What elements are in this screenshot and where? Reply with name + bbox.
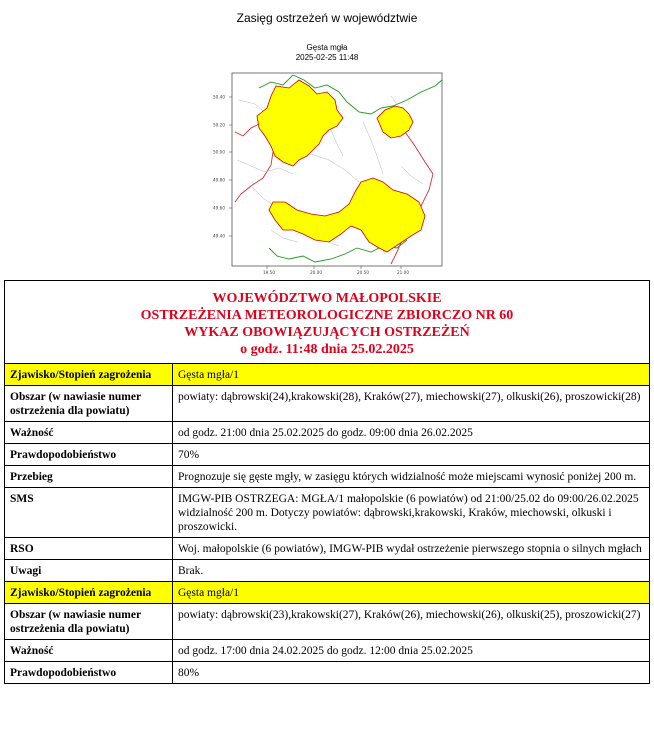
table-row bbox=[5, 488, 650, 538]
value-sms: IMGW-PIB OSTRZEGA: MGŁA/1 małopolskie (6 powiatów) od 21:00/25.02 do 09:00/26.02.2025 widzialność 200 m. Dotyczy powiatów: dąbrowski,krakowski, Kraków, miechowski, olkuski i proszowicki. bbox=[173, 488, 650, 538]
y-tick-label: 50.20 bbox=[213, 122, 225, 128]
x-tick-label: 19.50 bbox=[263, 270, 275, 275]
table-row bbox=[5, 560, 650, 582]
table-row bbox=[5, 364, 650, 386]
header-bulletin-number: OSTRZEŻENIA METEOROLOGICZNE ZBIORCZO NR 60 bbox=[140, 308, 514, 323]
value-probability: 70% bbox=[173, 444, 650, 466]
bulletin-header bbox=[4, 280, 650, 364]
label-rso: RSO bbox=[5, 538, 173, 560]
label-validity: Ważność bbox=[5, 640, 173, 662]
y-tick-label: 49.60 bbox=[213, 205, 225, 211]
label-remarks: Uwagi bbox=[5, 560, 173, 582]
map-title: Zasięg ostrzeżeń w województwie bbox=[236, 11, 418, 25]
value-probability: 80% bbox=[173, 662, 650, 684]
value-rso: Woj. małopolskie (6 powiatów), IMGW-PIB wydał ostrzeżenie pierwszego stopnia o silnych mgłach bbox=[173, 538, 650, 560]
table-row bbox=[5, 604, 650, 640]
value-course: Prognozuje się gęste mgły, w zasięgu których widzialność może miejscami wynosić poniżej 200 m. bbox=[173, 466, 650, 488]
value-validity: od godz. 21:00 dnia 25.02.2025 do godz. 09:00 dnia 26.02.2025 bbox=[173, 422, 650, 444]
label-area: Obszar (w nawiasie numer ostrzeżenia dla powiatu) bbox=[5, 604, 173, 640]
table-row bbox=[5, 582, 650, 604]
table-row bbox=[5, 422, 650, 444]
value-remarks: Brak. bbox=[173, 560, 650, 582]
value-phenomenon: Gęsta mgła/1 bbox=[173, 582, 650, 604]
table-row bbox=[5, 444, 650, 466]
label-sms: SMS bbox=[5, 488, 173, 538]
value-area: powiaty: dąbrowski(23),krakowski(27), Kraków(26), miechowski(26), olkuski(25), proszowicki(27) bbox=[173, 604, 650, 640]
y-tick-label: 50.00 bbox=[213, 149, 225, 155]
y-tick-label: 50.40 bbox=[213, 94, 225, 100]
label-validity: Ważność bbox=[5, 422, 173, 444]
table-row bbox=[5, 466, 650, 488]
label-area: Obszar (w nawiasie numer ostrzeżenia dla powiatu) bbox=[5, 386, 173, 422]
warnings-table bbox=[4, 363, 650, 684]
label-probability: Prawdopodobieństwo bbox=[5, 662, 173, 684]
y-tick-label: 49.40 bbox=[213, 233, 225, 239]
table-row bbox=[5, 640, 650, 662]
value-area: powiaty: dąbrowski(24),krakowski(28), Kraków(27), miechowski(27), olkuski(26), proszowicki(28) bbox=[173, 386, 650, 422]
x-tick-label: 20.50 bbox=[357, 270, 369, 275]
map-subtitle: Gęsta mgła bbox=[306, 43, 348, 52]
table-row bbox=[5, 538, 650, 560]
header-list-title: WYKAZ OBOWIĄZUJĄCYCH OSTRZEŻEŃ bbox=[184, 325, 470, 340]
y-tick-label: 49.80 bbox=[213, 177, 225, 183]
label-phenomenon: Zjawisko/Stopień zagrożenia bbox=[5, 364, 173, 386]
map-timestamp: 2025-02-25 11:48 bbox=[295, 53, 359, 62]
label-phenomenon: Zjawisko/Stopień zagrożenia bbox=[5, 582, 173, 604]
label-course: Przebieg bbox=[5, 466, 173, 488]
value-validity: od godz. 17:00 dnia 24.02.2025 do godz. 12:00 dnia 25.02.2025 bbox=[173, 640, 650, 662]
table-row bbox=[5, 386, 650, 422]
label-probability: Prawdopodobieństwo bbox=[5, 444, 173, 466]
header-issue-time: o godz. 11:48 dnia 25.02.2025 bbox=[240, 342, 414, 357]
x-tick-label: 21.00 bbox=[397, 270, 409, 275]
header-region: WOJEWÓDZTWO MAŁOPOLSKIE bbox=[212, 291, 442, 306]
value-phenomenon: Gęsta mgła/1 bbox=[173, 364, 650, 386]
warning-map bbox=[211, 70, 445, 276]
x-tick-label: 20.00 bbox=[310, 270, 322, 275]
table-row bbox=[5, 662, 650, 684]
